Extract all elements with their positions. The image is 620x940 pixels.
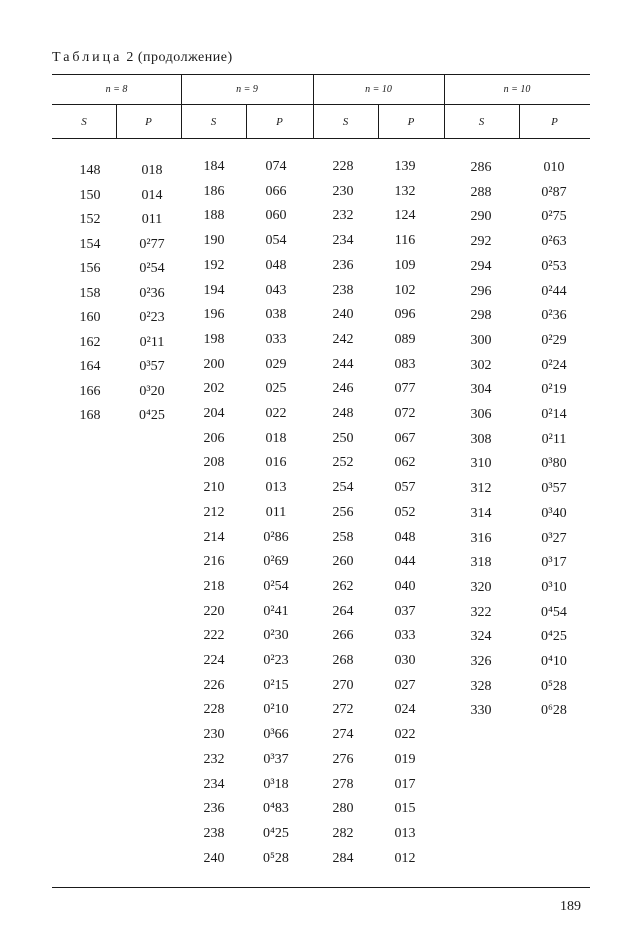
table-cell: 292 bbox=[470, 234, 492, 250]
table-cell: 077 bbox=[394, 381, 416, 397]
table-cell: 057 bbox=[394, 480, 416, 496]
table-cell: 280 bbox=[332, 801, 354, 817]
table-cell: 226 bbox=[203, 677, 225, 693]
table-cell: 0⁴25 bbox=[263, 825, 289, 841]
table-cell: 0²75 bbox=[541, 209, 567, 225]
table-cell: 033 bbox=[265, 331, 287, 347]
col-header-s: S bbox=[81, 116, 87, 128]
table-cell: 298 bbox=[470, 308, 492, 324]
table-cell: 240 bbox=[203, 850, 225, 866]
table-cell: 300 bbox=[470, 332, 492, 348]
table-cell: 025 bbox=[265, 381, 287, 397]
col-header-p: P bbox=[551, 116, 558, 128]
table-cell: 0⁴10 bbox=[541, 654, 567, 669]
table-cell: 166 bbox=[79, 383, 101, 399]
table-cell: 278 bbox=[332, 776, 354, 792]
table-cell: 324 bbox=[470, 629, 492, 645]
group-header-n9: n = 9 bbox=[236, 84, 258, 95]
table-cell: 022 bbox=[394, 727, 416, 743]
table-cell: 284 bbox=[332, 850, 354, 866]
table-cell: 0²29 bbox=[541, 332, 567, 348]
table-cell: 220 bbox=[203, 603, 225, 619]
table-cell: 0²87 bbox=[541, 184, 567, 200]
table-cell: 256 bbox=[332, 504, 354, 520]
table-cell: 262 bbox=[332, 578, 354, 594]
table-cell: 139 bbox=[394, 159, 416, 174]
table-cell: 194 bbox=[203, 282, 225, 298]
table-cell: 048 bbox=[394, 529, 416, 545]
table-cell: 0³18 bbox=[263, 776, 289, 792]
table-cell: 0⁶28 bbox=[541, 703, 567, 719]
table-cell: 0⁴83 bbox=[263, 801, 289, 817]
table-cell: 0³20 bbox=[139, 383, 165, 399]
top-rule bbox=[52, 74, 590, 75]
table-cell: 168 bbox=[79, 408, 101, 423]
table-cell: 218 bbox=[203, 578, 225, 594]
table-cell: 024 bbox=[394, 702, 416, 718]
col-header-s: S bbox=[478, 116, 485, 128]
table-cell: 038 bbox=[265, 307, 287, 323]
table-cell: 270 bbox=[332, 677, 354, 693]
table-cell: 304 bbox=[470, 382, 492, 398]
table-cell: 010 bbox=[543, 160, 565, 175]
table-cell: 0²19 bbox=[541, 382, 567, 398]
table-cell: 232 bbox=[203, 751, 225, 767]
group-header-n10-a: n = 10 bbox=[365, 84, 392, 95]
table-cell: 200 bbox=[203, 356, 225, 372]
table-cell: 312 bbox=[470, 481, 492, 497]
table-cell: 0²86 bbox=[263, 529, 289, 545]
table-cell: 212 bbox=[203, 504, 225, 520]
table-cell: 252 bbox=[332, 455, 354, 471]
table-caption bbox=[52, 50, 233, 66]
table-cell: 214 bbox=[203, 529, 225, 545]
table-cell: 206 bbox=[203, 430, 225, 446]
group-header-rule bbox=[52, 104, 590, 105]
table-cell: 158 bbox=[79, 285, 101, 301]
table-cell: 019 bbox=[394, 751, 416, 767]
table-cell: 244 bbox=[332, 356, 354, 372]
table-cell: 033 bbox=[394, 628, 416, 644]
table-cell: 062 bbox=[394, 455, 416, 471]
table-cell: 060 bbox=[265, 208, 287, 224]
col-header-p: P bbox=[276, 116, 283, 128]
table-cell: 162 bbox=[79, 334, 101, 350]
table-cell: 0²30 bbox=[263, 628, 289, 644]
caption-word: Таблица bbox=[52, 50, 123, 65]
table-cell: 294 bbox=[470, 258, 492, 274]
table-cell: 316 bbox=[470, 530, 492, 546]
table-cell: 234 bbox=[332, 233, 354, 249]
table-cell: 0²41 bbox=[263, 603, 289, 619]
table-cell: 0²63 bbox=[541, 234, 567, 250]
table-cell: 0⁴25 bbox=[541, 629, 567, 645]
table-cell: 0³10 bbox=[541, 579, 567, 595]
table-cell: 202 bbox=[203, 381, 225, 397]
table-cell: 248 bbox=[332, 406, 354, 421]
table-cell: 196 bbox=[203, 307, 225, 323]
table-cell: 022 bbox=[265, 406, 287, 421]
table-cell: 208 bbox=[203, 455, 225, 471]
table-cell: 0³66 bbox=[263, 727, 289, 743]
table-cell: 230 bbox=[203, 727, 225, 743]
table-cell: 148 bbox=[79, 163, 101, 178]
table-cell: 012 bbox=[394, 850, 416, 866]
caption-rest: 2 (продолжение) bbox=[126, 50, 233, 65]
page-number: 189 bbox=[560, 899, 581, 914]
table-cell: 089 bbox=[394, 331, 416, 347]
table-cell: 234 bbox=[203, 776, 225, 792]
table-cell: 320 bbox=[470, 579, 492, 595]
table-cell: 276 bbox=[332, 751, 354, 767]
table-cell: 0³57 bbox=[139, 359, 165, 374]
table-cell: 0⁴54 bbox=[541, 604, 567, 620]
table-cell: 186 bbox=[203, 183, 225, 199]
table-cell: 0²23 bbox=[263, 653, 289, 668]
table-cell: 0³40 bbox=[541, 505, 567, 521]
table-cell: 0³57 bbox=[541, 481, 567, 497]
table-cell: 0²10 bbox=[263, 702, 289, 718]
table-cell: 0²36 bbox=[541, 308, 567, 324]
table-cell: 310 bbox=[470, 456, 492, 472]
col-header-p: P bbox=[145, 116, 152, 128]
table-cell: 288 bbox=[470, 184, 492, 200]
table-cell: 266 bbox=[332, 628, 354, 644]
table-cell: 188 bbox=[203, 208, 225, 224]
group-header-n10-b: n = 10 bbox=[503, 84, 531, 95]
table-cell: 228 bbox=[203, 702, 225, 718]
table-cell: 290 bbox=[470, 209, 492, 225]
table-cell: 318 bbox=[470, 555, 492, 571]
col-header-s: S bbox=[342, 116, 349, 128]
group-header-n8: n = 8 bbox=[105, 84, 128, 95]
table-cell: 0²15 bbox=[263, 677, 289, 693]
table-cell: 043 bbox=[265, 282, 287, 298]
table-cell: 0³37 bbox=[263, 751, 289, 767]
bottom-rule bbox=[52, 887, 590, 888]
table-cell: 0²14 bbox=[541, 407, 567, 422]
table-cell: 326 bbox=[470, 654, 492, 669]
table-cell: 116 bbox=[394, 233, 416, 249]
table-cell: 027 bbox=[394, 677, 416, 693]
table-cell: 184 bbox=[203, 159, 225, 174]
table-cell: 0²77 bbox=[139, 236, 165, 252]
table-cell: 013 bbox=[394, 825, 416, 841]
table-cell: 246 bbox=[332, 381, 354, 397]
table-cell: 264 bbox=[332, 603, 354, 619]
table-cell: 017 bbox=[394, 776, 416, 792]
table-cell: 236 bbox=[332, 257, 354, 273]
table-cell: 238 bbox=[332, 282, 354, 298]
table-cell: 0⁴25 bbox=[139, 408, 165, 423]
column-header-rule bbox=[52, 138, 590, 139]
table-cell: 0⁵28 bbox=[541, 678, 567, 694]
table-cell: 150 bbox=[79, 187, 101, 203]
table-cell: 192 bbox=[203, 257, 225, 273]
table-cell: 0²11 bbox=[139, 334, 165, 350]
table-cell: 204 bbox=[203, 406, 225, 421]
table-cell: 0²69 bbox=[263, 554, 289, 570]
table-cell: 0²24 bbox=[541, 357, 567, 373]
table-cell: 018 bbox=[265, 430, 287, 446]
table-cell: 096 bbox=[394, 307, 416, 323]
table-cell: 0⁵28 bbox=[263, 850, 289, 866]
table-cell: 160 bbox=[79, 310, 101, 325]
table-cell: 0²54 bbox=[263, 578, 289, 594]
table-cell: 224 bbox=[203, 653, 225, 668]
table-cell: 067 bbox=[394, 430, 416, 446]
table-cell: 013 bbox=[265, 480, 287, 496]
table-cell: 254 bbox=[332, 480, 354, 496]
table-cell: 164 bbox=[79, 359, 101, 374]
table-cell: 052 bbox=[394, 504, 416, 520]
table-cell: 190 bbox=[203, 233, 225, 249]
col-header-s: S bbox=[210, 116, 217, 128]
table-cell: 0²53 bbox=[541, 258, 567, 274]
table-cell: 132 bbox=[394, 183, 416, 199]
table-cell: 314 bbox=[470, 505, 492, 521]
table-cell: 242 bbox=[332, 331, 354, 347]
table-cell: 330 bbox=[470, 703, 492, 719]
table-cell: 286 bbox=[470, 160, 492, 175]
table-cell: 328 bbox=[470, 678, 492, 694]
table-cell: 0²11 bbox=[541, 431, 567, 447]
table-cell: 250 bbox=[332, 430, 354, 446]
table-cell: 306 bbox=[470, 407, 492, 422]
table-cell: 037 bbox=[394, 603, 416, 619]
table-cell: 074 bbox=[265, 159, 287, 174]
table-cell: 011 bbox=[265, 504, 287, 520]
table-cell: 260 bbox=[332, 554, 354, 570]
table-cell: 308 bbox=[470, 431, 492, 447]
table-cell: 109 bbox=[394, 257, 416, 273]
table-cell: 015 bbox=[394, 801, 416, 817]
table-cell: 044 bbox=[394, 554, 416, 570]
table-cell: 198 bbox=[203, 331, 225, 347]
table-cell: 0²36 bbox=[139, 285, 165, 301]
table-cell: 066 bbox=[265, 183, 287, 199]
table-cell: 018 bbox=[141, 163, 163, 178]
table-cell: 0³80 bbox=[541, 456, 567, 472]
table-cell: 029 bbox=[265, 356, 287, 372]
table-cell: 0³27 bbox=[541, 530, 567, 546]
table-cell: 210 bbox=[203, 480, 225, 496]
table-cell: 240 bbox=[332, 307, 354, 323]
table-cell: 296 bbox=[470, 283, 492, 299]
table-cell: 0²44 bbox=[541, 283, 567, 299]
table-cell: 072 bbox=[394, 406, 416, 421]
table-cell: 016 bbox=[265, 455, 287, 471]
table-cell: 030 bbox=[394, 653, 416, 668]
table-cell: 222 bbox=[203, 628, 225, 644]
table-cell: 124 bbox=[394, 208, 416, 224]
table-cell: 274 bbox=[332, 727, 354, 743]
table-cell: 152 bbox=[79, 212, 101, 227]
table-cell: 272 bbox=[332, 702, 354, 718]
table-cell: 048 bbox=[265, 257, 287, 273]
table-cell: 230 bbox=[332, 183, 354, 199]
table-cell: 083 bbox=[394, 356, 416, 372]
table-cell: 054 bbox=[265, 233, 287, 249]
table-cell: 040 bbox=[394, 578, 416, 594]
table-cell: 302 bbox=[470, 357, 492, 373]
table-cell: 268 bbox=[332, 653, 354, 668]
table-cell: 0²54 bbox=[139, 261, 165, 276]
table-cell: 322 bbox=[470, 604, 492, 620]
table-cell: 0²23 bbox=[139, 310, 165, 325]
table-cell: 014 bbox=[141, 187, 163, 203]
col-header-p: P bbox=[407, 116, 415, 128]
table-cell: 154 bbox=[79, 236, 101, 252]
table-cell: 102 bbox=[394, 282, 416, 298]
table-cell: 0³17 bbox=[541, 555, 567, 571]
table-cell: 238 bbox=[203, 825, 225, 841]
table-cell: 258 bbox=[332, 529, 354, 545]
table-cell: 011 bbox=[141, 212, 163, 227]
table-cell: 228 bbox=[332, 159, 354, 174]
table-cell: 156 bbox=[79, 261, 101, 276]
table-cell: 236 bbox=[203, 801, 225, 817]
table-cell: 232 bbox=[332, 208, 354, 224]
table-cell: 282 bbox=[332, 825, 354, 841]
table-cell: 216 bbox=[203, 554, 225, 570]
